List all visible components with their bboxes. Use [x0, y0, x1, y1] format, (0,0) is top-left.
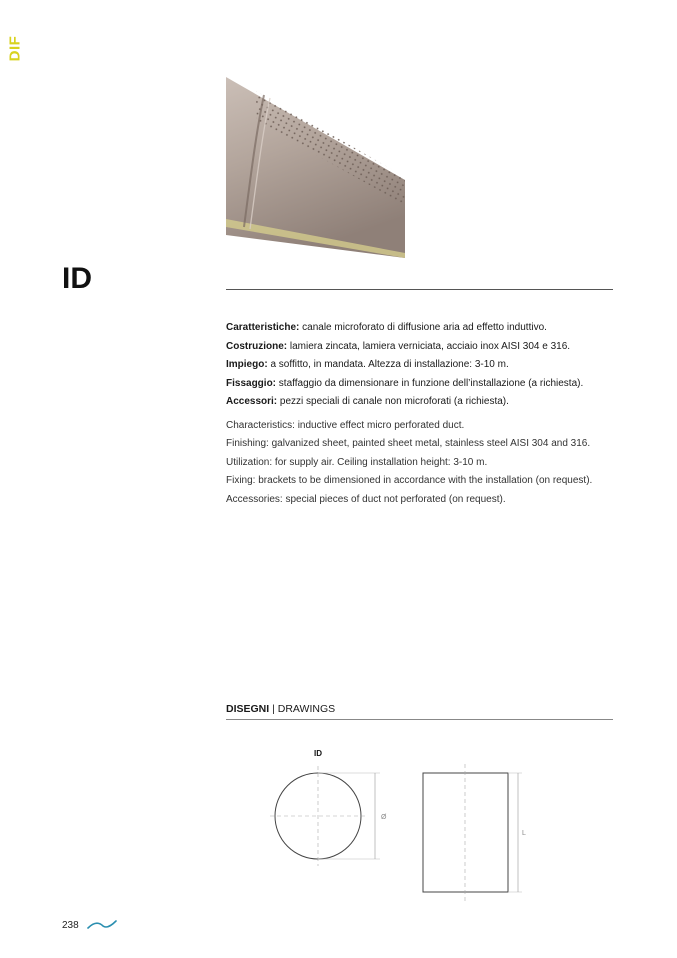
spec-label: Characteristics: [226, 419, 295, 431]
length-label: L [522, 830, 526, 837]
drawings-heading-separator: | [269, 703, 278, 715]
side-length-view [423, 764, 526, 904]
circle-section-view [270, 766, 387, 866]
spec-line [226, 417, 626, 436]
duct-drawing [260, 740, 540, 910]
spec-label: Fissaggio: [226, 377, 277, 389]
spec-label: Accessories: [226, 493, 283, 505]
spec-label: Costruzione: [226, 340, 288, 352]
spec-text: galvanized sheet, painted sheet metal, stainless steel AISI 304 and 316. [271, 438, 591, 449]
spec-text: for supply air. Ceiling installation height: 3-10 m. [274, 456, 488, 468]
specs-english [226, 417, 626, 510]
spec-line [226, 338, 626, 357]
spec-line [226, 435, 626, 454]
spec-label: Finishing: [226, 438, 269, 449]
diameter-label: Ø [381, 814, 387, 821]
spec-text: inductive effect micro perforated duct. [297, 419, 465, 431]
page-footer [62, 915, 117, 935]
drawing-title: ID [314, 749, 322, 758]
spec-label: Utilization: [226, 456, 273, 468]
spec-line [226, 375, 626, 394]
specifications [226, 319, 626, 509]
spec-text: lamiera zincata, lamiera verniciata, acciaio inox AISI 304 e 316. [289, 340, 571, 352]
drawings-heading [226, 703, 335, 715]
spec-text: pezzi speciali di canale non microforati (a richiesta). [279, 396, 509, 407]
spec-line [226, 491, 626, 510]
spec-line [226, 356, 626, 375]
spec-line [226, 319, 626, 338]
section-tag-text: DIF [6, 35, 24, 61]
title-divider [226, 289, 613, 290]
spec-line [226, 472, 626, 491]
product-photo [226, 77, 405, 258]
spec-text: special pieces of duct not perforated (on request). [285, 493, 506, 505]
spec-label: Caratteristiche: [226, 322, 300, 333]
spec-line [226, 393, 626, 412]
spec-text: canale microforato di diffusione aria ad effetto induttivo. [302, 322, 547, 333]
spec-label: Fixing: [226, 475, 256, 486]
page-number: 238 [62, 919, 79, 931]
technical-drawings [260, 740, 540, 910]
specs-italian [226, 319, 626, 412]
drawings-heading-it: DISEGNI [226, 703, 270, 715]
drawings-heading-en: DRAWINGS [277, 703, 336, 715]
spec-text: staffaggio da dimensionare in funzione dell’installazione (a richiesta). [278, 377, 584, 389]
perforated-duct-image [226, 77, 405, 258]
spec-label: Accessori: [226, 396, 278, 407]
product-title: ID [62, 262, 92, 295]
spec-text: brackets to be dimensioned in accordance with the installation (on request). [258, 475, 593, 486]
drawings-divider [226, 719, 613, 720]
spec-text: a soffitto, in mandata. Altezza di installazione: 3-10 m. [270, 359, 509, 370]
spec-line [226, 454, 626, 473]
section-tag [6, 32, 24, 64]
brand-wave-logo-icon [87, 919, 117, 931]
spec-label: Impiego: [226, 359, 268, 370]
